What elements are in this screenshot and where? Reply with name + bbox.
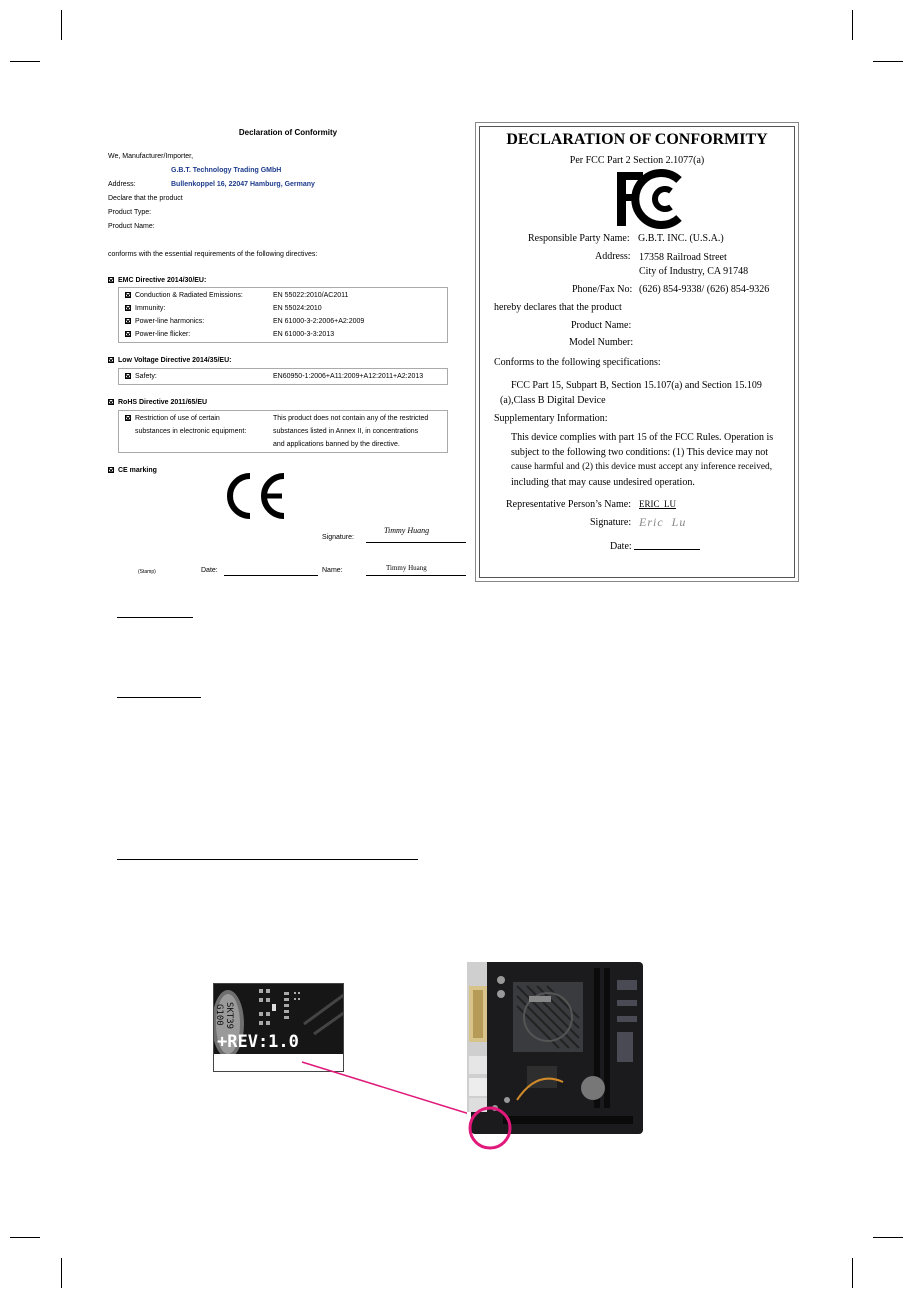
fcc-hereby: hereby declares that the product	[494, 302, 622, 313]
fcc-phone: (626) 854-9338/ (626) 854-9326	[639, 284, 770, 295]
rohs-section-title: RoHS Directive 2011/65/EU	[108, 396, 207, 409]
name-line	[366, 575, 466, 576]
checkbox-checked-icon	[125, 292, 131, 298]
emc-section-title: EMC Directive 2014/30/EU:	[108, 274, 206, 287]
crop-mark	[852, 1258, 853, 1288]
eu-manufacturer-label: We, Manufacturer/Importer,	[108, 153, 194, 160]
crop-mark	[873, 1237, 903, 1238]
revision-text: +REV:1.0	[217, 1032, 299, 1052]
fcc-subtitle: Per FCC Part 2 Section 2.1077(a)	[569, 155, 705, 166]
checkbox-checked-icon	[108, 399, 114, 405]
eu-signature: Timmy Huang	[384, 526, 430, 535]
eu-date-label: Date:	[201, 567, 218, 574]
capacitor-label: G100	[214, 1004, 224, 1026]
fcc-address-1: 17358 Railroad Street	[639, 252, 727, 263]
fcc-model-number-label: Model Number:	[569, 337, 634, 348]
eu-stamp: (Stamp)	[138, 569, 156, 575]
fcc-logo-icon	[613, 168, 685, 230]
fcc-supp-4: including that may cause undesired operation.	[511, 477, 695, 488]
fcc-signature: Eric Lu	[639, 515, 687, 529]
section-heading-underline	[117, 617, 193, 618]
eu-name: Timmy Huang	[386, 564, 427, 572]
crop-mark	[61, 10, 62, 40]
fcc-party-label: Responsible Party Name:	[528, 233, 630, 244]
eu-declare: Declare that the product	[108, 195, 183, 202]
ce-section-title: CE marking	[108, 464, 157, 477]
eu-product-type-label: Product Type:	[108, 209, 152, 216]
signature-line	[366, 542, 466, 543]
eu-company: G.B.T. Technology Trading GMbH	[171, 167, 282, 174]
fcc-phone-label: Phone/Fax No:	[572, 284, 633, 295]
eu-title: Declaration of Conformity	[238, 128, 338, 137]
fcc-date-line	[634, 549, 700, 550]
highlight-circle	[466, 1104, 514, 1152]
crop-mark	[10, 61, 40, 62]
fcc-rep: ERIC LU	[639, 499, 676, 509]
eu-address-label: Address:	[108, 181, 136, 188]
section-heading-underline	[117, 859, 418, 860]
crop-mark	[10, 1237, 40, 1238]
date-line	[224, 575, 318, 576]
fcc-spec-1: FCC Part 15, Subpart B, Section 15.107(a) and Section 15.109	[511, 380, 762, 391]
lvd-section-title: Low Voltage Directive 2014/35/EU:	[108, 354, 231, 367]
fcc-supp-label: Supplementary Information:	[494, 413, 608, 424]
fcc-product-name-label: Product Name:	[571, 320, 632, 331]
fcc-rep-label: Representative Person’s Name:	[506, 499, 631, 510]
ce-mark-icon	[220, 470, 290, 522]
capacitor-label: SKT39	[224, 1002, 234, 1030]
rohs-table: Restriction of use of certain This product does not contain any of the restricted substances in electronic equipment: substances listed in Annex II, in concentrations and applications banned by the directive.	[118, 410, 448, 453]
fcc-address-label: Address:	[595, 251, 631, 262]
fcc-party: G.B.T. INC. (U.S.A.)	[638, 233, 724, 244]
checkbox-checked-icon	[108, 467, 114, 473]
eu-product-name-label: Product Name:	[108, 223, 155, 230]
crop-mark	[852, 10, 853, 40]
fcc-date-label: Date:	[610, 541, 632, 552]
fcc-title: DECLARATION OF CONFORMITY	[506, 131, 768, 148]
fcc-address-2: City of Industry, CA 91748	[639, 266, 749, 277]
section-heading-underline	[117, 697, 201, 698]
checkbox-checked-icon	[125, 305, 131, 311]
emc-table: Conduction & Radiated Emissions: EN 55022:2010/AC2011 Immunity: EN 55024:2010 Power-line harmonics: EN 61000-3-2:2006+A2:2009 Power-line flicker: EN 61000-3-3:2013	[118, 287, 448, 343]
fcc-conforms: Conforms to the following specifications:	[494, 357, 661, 368]
checkbox-checked-icon	[125, 373, 131, 379]
fcc-signature-label: Signature:	[590, 517, 632, 528]
eu-name-label: Name:	[322, 567, 343, 574]
checkbox-checked-icon	[125, 331, 131, 337]
fcc-spec-2: (a),Class B Digital Device	[500, 395, 606, 406]
fcc-supp-1: This device complies with part 15 of the FCC Rules. Operation is	[511, 432, 774, 443]
lvd-table: Safety: EN60950-1:2006+A11:2009+A12:2011+A2:2013	[118, 368, 448, 385]
checkbox-checked-icon	[125, 415, 131, 421]
fcc-supp-2: subject to the following two conditions: (1) This device may not	[511, 447, 768, 458]
eu-address: Bullenkoppel 16, 22047 Hamburg, Germany	[171, 181, 315, 188]
checkbox-checked-icon	[125, 318, 131, 324]
crop-mark	[61, 1258, 62, 1288]
eu-declaration	[108, 120, 468, 580]
checkbox-checked-icon	[108, 357, 114, 363]
eu-conforms: conforms with the essential requirements of the following directives:	[108, 251, 318, 258]
fcc-supp-3: cause harmful and (2) this device must accept any inference received,	[511, 462, 773, 472]
checkbox-checked-icon	[108, 277, 114, 283]
eu-signature-label: Signature:	[322, 534, 354, 541]
crop-mark	[873, 61, 903, 62]
